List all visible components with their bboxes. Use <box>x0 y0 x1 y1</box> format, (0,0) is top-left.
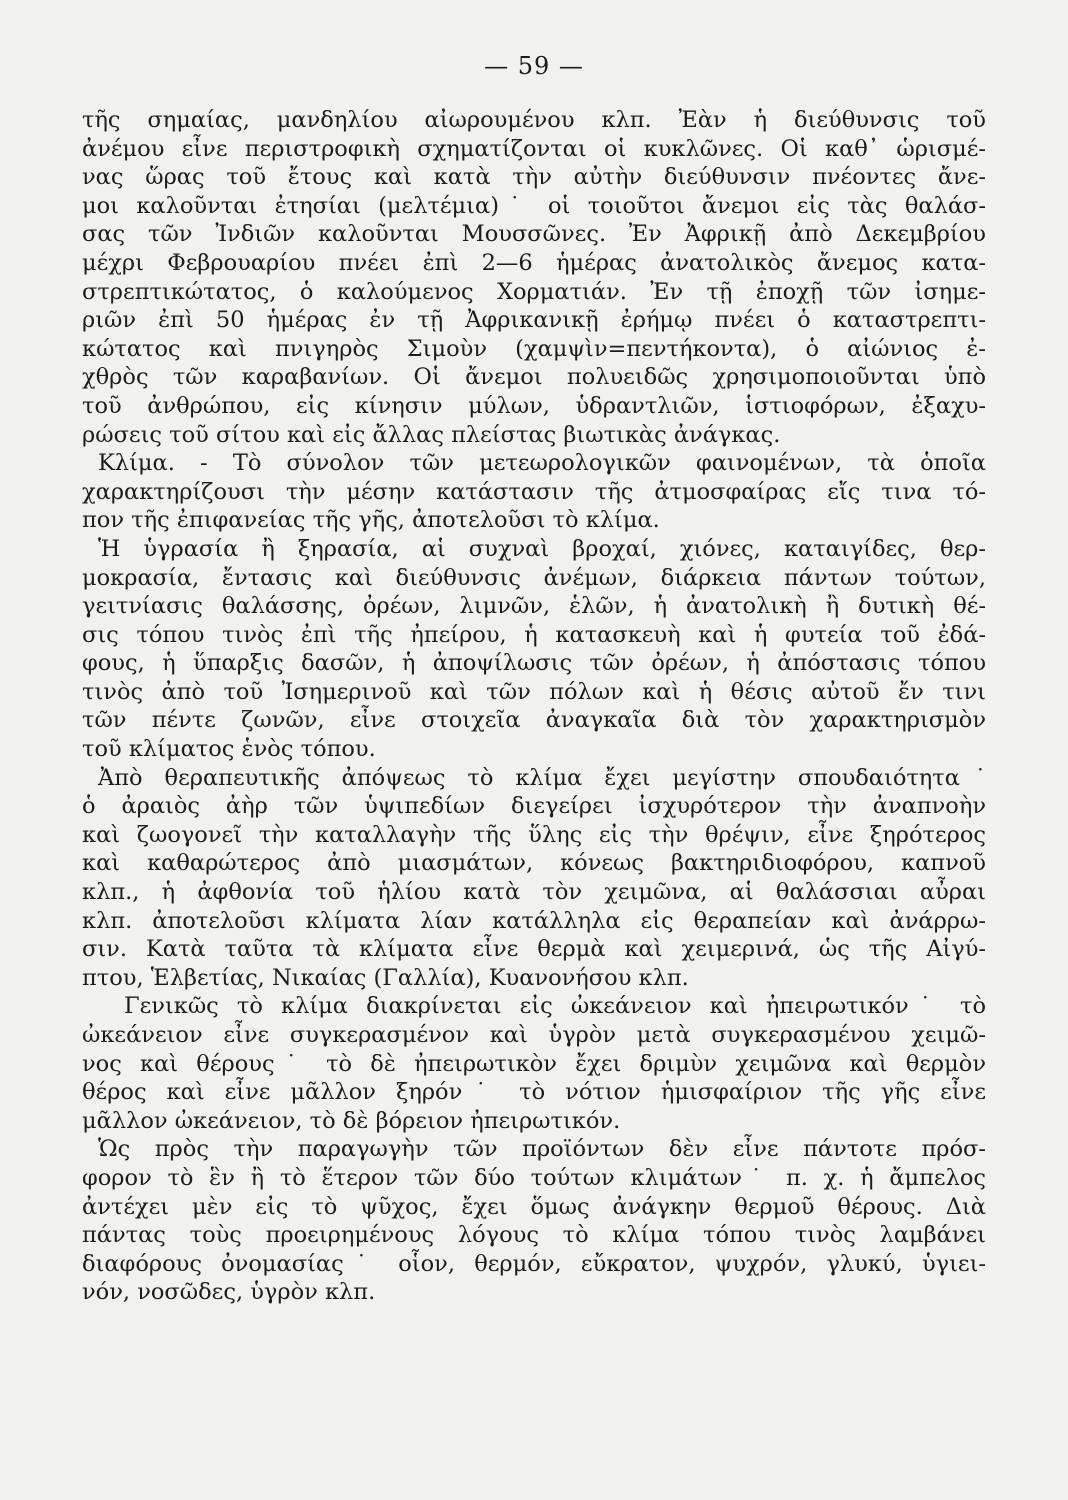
page-number: — 59 — <box>484 52 584 80</box>
text-line: νας ὥρας τοῦ ἔτους καὶ κατὰ τὴν αὐτὴν διεύθυνσιν πνέοντες ἄνε- <box>82 164 986 191</box>
text-line: νόν, νοσῶδες, ὑγρὸν κλπ. <box>82 1279 376 1306</box>
text-line: τοῦ κλίματος ἑνὸς τόπου. <box>82 736 376 763</box>
text-line: χθρὸς τῶν καραβανίων. Οἱ ἄνεμοι πολυειδῶς χρησιμοποιοῦνται ὑπὸ <box>82 364 986 391</box>
text-line: πτου, Ἑλβετίας, Νικαίας (Γαλλία), Κυανονήσου κλπ. <box>82 964 689 991</box>
text-line: φους, ἡ ὕπαρξις δασῶν, ἡ ἀποψίλωσις τῶν ὀρέων, ἡ ἀπόστασις τόπου <box>82 650 986 677</box>
text-line: Ἡ ὑγρασία ἢ ξηρασία, αἱ συχναὶ βροχαί, χιόνες, καταιγίδες, θερ- <box>98 535 986 562</box>
text-line: γειτνίασις θαλάσσης, ὀρέων, λιμνῶν, ἑλῶν, ἡ ἀνατολικὴ ἢ δυτικὴ θέ- <box>82 593 986 620</box>
text-line: σας τῶν Ἰνδιῶν καλοῦνται Μουσσῶνες. Ἐν Ἀφρικῇ ἀπὸ Δεκεμβρίου <box>82 221 986 248</box>
text-line: πάντας τοὺς προειρημένους λόγους τὸ κλίμα τόπου τινὸς λαμβάνει <box>82 1222 986 1249</box>
text-line: Ὡς πρὸς τὴν παραγωγὴν τῶν προϊόντων δὲν εἶνε πάντοτε πρόσ- <box>98 1136 986 1163</box>
text-line: σιν. Κατὰ ταῦτα τὰ κλίματα εἶνε θερμὰ καὶ χειμερινά, ὡς τῆς Αἰγύ- <box>82 936 986 963</box>
body-text <box>82 106 986 1307</box>
text-line: μοι καλοῦνται ἐτησίαι (μελτέμια)˙ οἱ τοιοῦτοι ἄνεμοι εἰς τὰς θαλάσ- <box>82 192 986 219</box>
text-line: νος καὶ θέρους˙ τὸ δὲ ἠπειρωτικὸν ἔχει δριμὺν χειμῶνα καὶ θερμὸν <box>82 1050 986 1077</box>
text-line: χαρακτηρίζουσι τὴν μέσην κατάστασιν τῆς ἀτμοσφαίρας εἴς τινα τό- <box>82 478 986 505</box>
text-line: πον τῆς ἐπιφανείας τῆς γῆς, ἀποτελοῦσι τὸ κλίμα. <box>82 507 660 534</box>
text-line: Γενικῶς τὸ κλίμα διακρίνεται εἰς ὠκεάνειον καὶ ἠπειρωτικόν˙ τὸ <box>124 993 986 1020</box>
text-line: καὶ ζωογονεῖ τὴν καταλλαγὴν τῆς ὕλης εἰς τὴν θρέψιν, εἶνε ξηρότερος <box>82 821 986 848</box>
text-line: θέρος καὶ εἶνε μᾶλλον ξηρόν˙ τὸ νότιον ἡμισφαίριον τῆς γῆς εἶνε <box>82 1079 986 1106</box>
text-line: κλπ. ἀποτελοῦσι κλίματα λίαν κατάλληλα εἰς θεραπείαν καὶ ἀνάρρω- <box>82 907 986 934</box>
text-line: φορον τὸ ἓν ἢ τὸ ἕτερον τῶν δύο τούτων κλιμάτων˙ π. χ. ἡ ἄμπελος <box>82 1164 986 1191</box>
text-line: μέχρι Φεβρουαρίου πνέει ἐπὶ 2—6 ἡμέρας ἀνατολικὸς ἄνεμος κατα- <box>82 249 986 276</box>
text-line: τῶν πέντε ζωνῶν, εἶνε στοιχεῖα ἀναγκαῖα διὰ τὸν χαρακτηρισμὸν <box>82 707 986 734</box>
text-line: καὶ καθαρώτερος ἀπὸ μιασμάτων, κόνεως βακτηριδιοφόρου, καπνοῦ <box>82 850 986 877</box>
text-line: στρεπτικώτατος, ὁ καλούμενος Χορματιάν. Ἐν τῇ ἐποχῇ τῶν ἰσημε- <box>82 278 986 305</box>
text-line: Ἀπὸ θεραπευτικῆς ἀπόψεως τὸ κλίμα ἔχει μεγίστην σπουδαιότητα˙ <box>98 764 986 791</box>
text-line: ὠκεάνειον εἶνε συγκερασμένον καὶ ὑγρὸν μετὰ συγκερασμένου χειμῶ- <box>82 1022 986 1048</box>
text-line: διαφόρους ὀνομασίας˙ οἷον, θερμόν, εὔκρατον, ψυχρόν, γλυκύ, ὑγιει- <box>82 1250 986 1277</box>
text-line: ἀνέμου εἶνε περιστροφικὴ σχηματίζονται οἱ κυκλῶνες. Οἱ καθ᾽ ὡρισμέ- <box>82 135 986 162</box>
text-line: ρώσεις τοῦ σίτου καὶ εἰς ἄλλας πλείστας βιωτικὰς ἀνάγκας. <box>82 421 781 448</box>
text-line: κλπ., ἡ ἀφθονία τοῦ ἡλίου κατὰ τὸν χειμῶνα, αἱ θαλάσσιαι αὖραι <box>82 879 986 906</box>
text-line: μοκρασία, ἔντασις καὶ διεύθυνσις ἀνέμων, διάρκεια πάντων τούτων, <box>82 564 986 591</box>
section-heading-line: Κλίμα. - Τὸ σύνολον τῶν μετεωρολογικῶν φαινομένων, τὰ ὁποῖα <box>98 450 986 477</box>
text-line: τῆς σημαίας, μανδηλίου αἰωρουμένου κλπ. Ἐὰν ἡ διεύθυνσις τοῦ <box>82 107 986 133</box>
text-line: τινὸς ἀπὸ τοῦ Ἰσημερινοῦ καὶ τῶν πόλων καὶ ἡ θέσις αὐτοῦ ἔν τινι <box>82 678 986 705</box>
text-line: κώτατος καὶ πνιγηρὸς Σιμοὺν (χαμψὶν=πεντήκοντα), ὁ αἰώνιος ἐ- <box>82 335 986 362</box>
text-line: μᾶλλον ὠκεάνειον, τὸ δὲ βόρειον ἠπειρωτικόν. <box>82 1107 621 1134</box>
text-line: ὁ ἀραιὸς ἀὴρ τῶν ὑψιπεδίων διεγείρει ἰσχυρότερον τὴν ἀναπνοὴν <box>82 793 986 820</box>
text-line: σις τόπου τινὸς ἐπὶ τῆς ἠπείρου, ἡ κατασκευὴ καὶ ἡ φυτεία τοῦ ἐδά- <box>82 621 986 648</box>
text-line: ἀντέχει μὲν εἰς τὸ ψῦχος, ἔχει ὅμως ἀνάγκην θερμοῦ θέρους. Διὰ <box>82 1193 986 1220</box>
text-line: τοῦ ἀνθρώπου, εἰς κίνησιν μύλων, ὑδραντλιῶν, ἱστιοφόρων, ἐξαχυ- <box>82 392 986 419</box>
text-line: ριῶν ἐπὶ 50 ἡμέρας ἐν τῇ Ἀφρικανικῇ ἐρήμῳ πνέει ὁ καταστρεπτι- <box>82 307 986 334</box>
